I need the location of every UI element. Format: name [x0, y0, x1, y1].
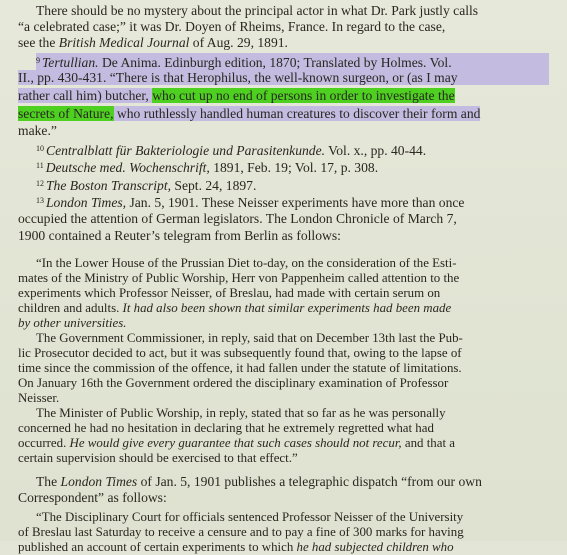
quote-line: time since the commission of the offence, it had fallen under the statute of limitations.	[18, 361, 462, 375]
highlight-green: who cut up no end of persons in order to investigate the	[152, 88, 455, 103]
footnote-marker: 13	[36, 196, 44, 205]
text-line: Correspondent” as follows:	[18, 490, 167, 505]
highlight-purple: rather call him) butcher,	[18, 88, 153, 103]
text-line: 1900 contained a Reuter’s telegram from Berlin as follows:	[18, 228, 341, 243]
quote-line: lic Prosecutor decided to act, but it was subsequently found that, owing to the lapse of	[18, 346, 462, 360]
text-line: There should be no mystery about the principal actor in what Dr. Park justly calls	[36, 3, 479, 18]
highlight-green: secrets of Nature,	[18, 106, 114, 121]
text-line: The London Times of Jan. 5, 1901 publishes a telegraphic dispatch “from our own	[36, 474, 482, 489]
quote-line: concerned he had no hesitation in declaring that he extremely regretted what had	[18, 421, 434, 435]
text-line: occupied the attention of German legislators. The London Chronicle of March 7,	[18, 211, 457, 226]
quote-line: published an account of certain experiments to which he had subjected children who	[18, 540, 454, 554]
footnote-marker: 12	[36, 179, 44, 188]
quote-line: “The Disciplinary Court for officials sentenced Professor Neisser of the University	[36, 510, 464, 524]
footnote-9-line	[18, 88, 455, 103]
footnote-12: $^{12}$ The Boston Transcript, Sept. 24, 1897.	[36, 178, 257, 193]
quote-line: experiments which Professor Neisser, of Breslau, had made with certain serum on	[18, 286, 441, 300]
footnote-marker: 9	[36, 56, 40, 65]
quote-line: by other universities.	[18, 316, 127, 330]
footnote-marker: 11	[36, 161, 44, 170]
footnote-11: $^{11}$ Deutsche med. Wochenschrift, 1891, Feb. 19; Vol. 17, p. 308.	[36, 160, 379, 175]
quote-line: The Government Commissioner, in reply, said that on December 13th last the Pub-	[36, 331, 463, 345]
quote-line: certain supervision should be exercised to that effect.”	[18, 451, 298, 465]
quote-line: On January 16th the Government ordered the disciplinary examination of Professor	[18, 376, 449, 390]
quote-line: mates of the Ministry of Public Worship, Herr von Pappenheim called attention to the	[18, 271, 460, 285]
highlight-purple: who ruthlessly handled human creatures to discover their form and	[113, 106, 481, 121]
footnote-13: $^{13}$ London Times, Jan. 5, 1901. These Neisser experiments have more than once	[36, 195, 465, 210]
footnote-9-line: make.”	[18, 123, 57, 138]
footnote-marker: 10	[36, 144, 44, 153]
footnote-9-line: $^9$ Tertullian. De Anima. Edinburgh edition, 1870; Translated by Holmes. Vol.	[36, 53, 549, 70]
footnote-10: $^{10}$ Centralblatt für Bakteriologie und Parasitenkunde. Vol. x., pp. 40-44.	[36, 143, 427, 158]
text-line: “a celebrated case;” it was Dr. Doyen of Rheims, France. In regard to the case,	[18, 19, 446, 34]
quote-line: occurred. He would give every guarantee that such cases should not recur, and that a	[18, 436, 455, 450]
footnote-9-line: II., pp. 430-431. “There is that Herophilus, the well-known surgeon, or (as I may	[18, 70, 549, 85]
quote-line: Neisser.	[18, 391, 60, 405]
text-line: see the British Medical Journal of Aug. 29, 1891.	[18, 35, 288, 50]
footnote-9-line	[18, 106, 480, 121]
quote-line: “In the Lower House of the Prussian Diet to-day, on the consideration of the Esti-	[36, 256, 457, 270]
quote-line: of Breslau last Saturday to receive a censure and to pay a fine of 300 marks for having	[18, 525, 464, 539]
quote-line: The Minister of Public Worship, in reply, stated that so far as he was personally	[36, 406, 446, 420]
quote-line: children and adults. It had also been shown that similar experiments had been made	[18, 301, 452, 315]
